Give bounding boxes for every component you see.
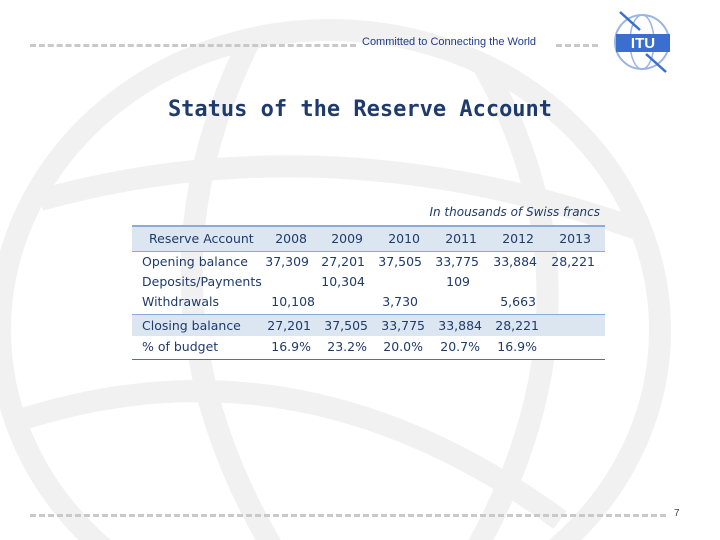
table-cell: 33,884: [493, 254, 537, 269]
table-row: [132, 336, 605, 360]
year-header: 2010: [388, 231, 420, 246]
row-label: % of budget: [142, 339, 219, 354]
row-label: Withdrawals: [142, 294, 219, 309]
row-label: Closing balance: [142, 318, 241, 333]
table-cell: 33,775: [381, 318, 425, 333]
table-cell: 3,730: [382, 294, 418, 309]
table-cell: 37,309: [265, 254, 309, 269]
footer-divider: [30, 514, 666, 517]
itu-logo: [606, 8, 676, 74]
table-cell: 33,884: [438, 318, 482, 333]
header-label: Reserve Account: [149, 231, 254, 246]
units-note: In thousands of Swiss francs: [429, 205, 600, 219]
table-cell: 20.0%: [383, 339, 423, 354]
table-cell: 27,201: [267, 318, 311, 333]
table-row: [132, 314, 605, 338]
row-label: Opening balance: [142, 254, 248, 269]
table-row: [132, 271, 605, 293]
page-number: 7: [674, 508, 680, 519]
year-header: 2011: [445, 231, 477, 246]
table-cell: 20.7%: [440, 339, 480, 354]
year-header: 2008: [275, 231, 307, 246]
table-cell: 37,505: [324, 318, 368, 333]
year-header: 2012: [502, 231, 534, 246]
table-row: [132, 251, 605, 273]
table-cell: 27,201: [321, 254, 365, 269]
year-header: 2013: [559, 231, 591, 246]
table-cell: 10,304: [321, 274, 365, 289]
header-divider-right: [556, 44, 598, 47]
table-cell: 5,663: [500, 294, 536, 309]
table-header-row: [132, 225, 605, 252]
header-tagline: Committed to Connecting the World: [362, 36, 537, 48]
header-divider-left: [30, 44, 356, 47]
table-row: [132, 291, 605, 313]
table-cell: 28,221: [495, 318, 539, 333]
table-cell: 109: [446, 274, 470, 289]
table-cell: 23.2%: [327, 339, 367, 354]
year-header: 2009: [331, 231, 363, 246]
table-cell: 16.9%: [271, 339, 311, 354]
row-label: Deposits/Payments: [142, 274, 262, 289]
table-cell: 10,108: [271, 294, 315, 309]
table-cell: 28,221: [551, 254, 595, 269]
slide-title: Status of the Reserve Account: [167, 97, 553, 122]
table-cell: 37,505: [378, 254, 422, 269]
table-cell: 16.9%: [497, 339, 537, 354]
logo-text: ITU: [630, 35, 656, 52]
table-cell: 33,775: [435, 254, 479, 269]
